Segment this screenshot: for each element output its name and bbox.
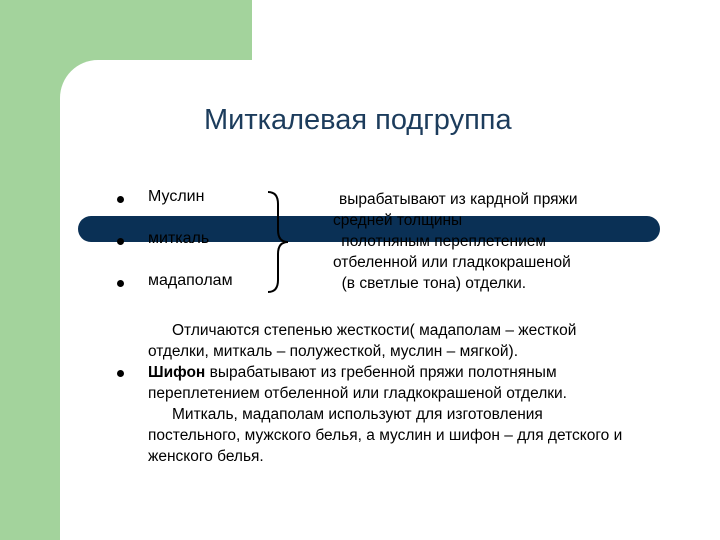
description-line: (в светлые тона) отделки.	[333, 275, 527, 292]
item-label-mitkal: миткаль	[148, 230, 210, 247]
description-line: полотняным переплетением	[337, 233, 547, 250]
paragraph-line: отделки, миткаль – полужесткой, муслин – мягкой).	[148, 343, 519, 360]
description-line: средней толщины	[333, 212, 463, 229]
paragraph-line-shifon	[148, 362, 708, 383]
bullet-icon	[117, 370, 124, 377]
slide-title: Миткалевая подгруппа	[204, 104, 512, 136]
curly-brace-icon	[264, 190, 294, 294]
bullet-icon	[117, 196, 124, 203]
description-line: отбеленной или гладкокрашеной	[333, 254, 571, 271]
bullet-icon	[117, 238, 124, 245]
paragraph-line: Отличаются степенью жесткости( мадаполам – жесткой	[172, 322, 577, 339]
paragraph-line: Миткаль, мадаполам используют для изготовления	[172, 406, 543, 423]
paragraph-line-rest: вырабатывают из гребенной пряжи полотняным	[205, 364, 557, 381]
production-description	[333, 189, 633, 294]
shifon-term: Шифон	[148, 364, 206, 381]
paragraph-line: постельного, мужского белья, а муслин и шифон – для детского и	[148, 427, 623, 444]
bullet-icon	[117, 280, 124, 287]
paragraph-line: переплетением отбеленной или гладкокрашеной отделки.	[148, 385, 567, 402]
item-label-muslin: Муслин	[148, 188, 205, 205]
paragraph-line: женского белья.	[148, 448, 264, 465]
description-line: вырабатывают из кардной пряжи	[339, 191, 578, 208]
item-label-madapolam: мадаполам	[148, 272, 233, 289]
properties-paragraph	[148, 320, 708, 467]
